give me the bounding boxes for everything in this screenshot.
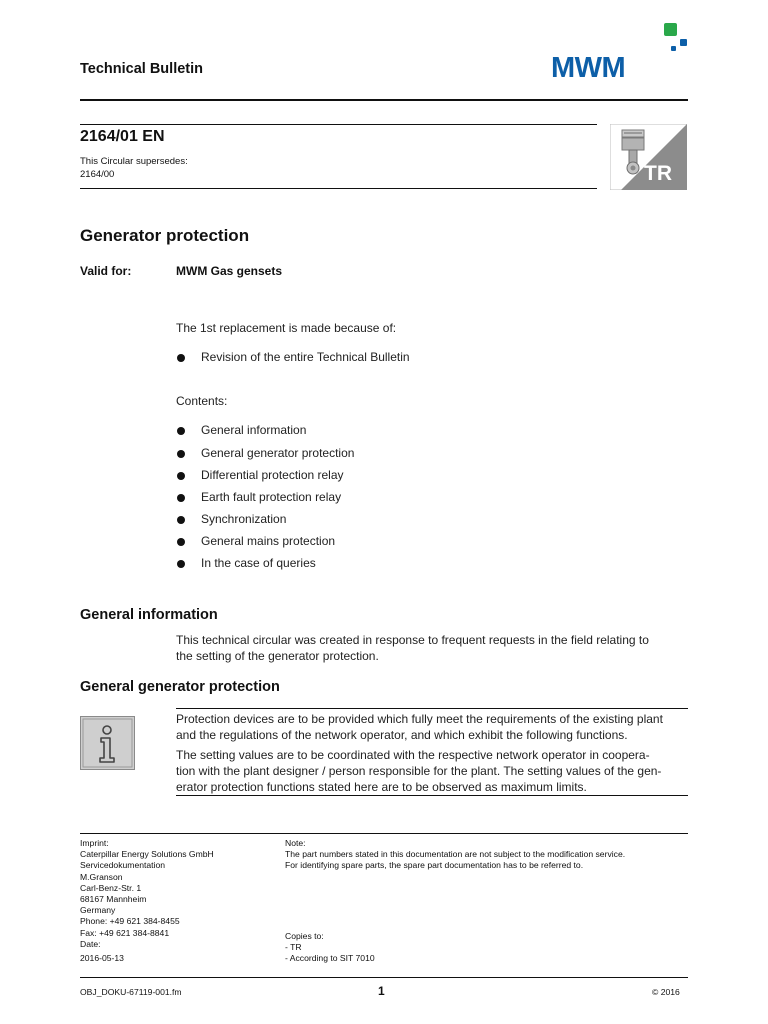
logo-blue-square [680,39,687,46]
id-rule-top [80,124,597,125]
valid-for-label: Valid for: [80,264,132,278]
mwm-logo [550,22,690,82]
imprint-line: Phone: +49 621 384-8455 [80,916,180,927]
copies-block [285,931,585,965]
note-line: The part numbers stated in this documentation are not subject to the modification service. [285,849,626,860]
logo-green-square [664,23,677,36]
note-box-rule-top [176,708,688,709]
replacement-intro: The 1st replacement is made because of: [176,321,397,335]
page-title: Generator protection [80,226,250,245]
date-label: Date: [80,938,101,949]
footer-rule-top [80,833,688,834]
bullet-dot [177,494,185,502]
imprint-line: 68167 Mannheim [80,894,147,905]
document-type: Technical Bulletin [80,61,204,77]
text-line: and the regulations of the network operator, and which exhibit the following functions. [176,728,628,742]
bullet-dot [177,538,185,546]
info-icon [80,716,135,770]
bullet-dot [177,427,185,435]
id-rule-bottom [80,188,597,189]
section-heading-general-information: General information [80,607,218,623]
copies-line: - According to SIT 7010 [285,953,375,964]
note-box-rule-bottom [176,795,688,796]
bullet-dot [177,560,185,568]
supersedes-value: 2164/00 [80,169,115,180]
bullet-dot [177,516,185,524]
protection-paragraph-1 [176,711,691,743]
text-line: the setting of the generator protection. [176,649,379,663]
file-name: OBJ_DOKU-67119-001.fm [80,987,182,997]
logo-wordmark: MWM [551,52,626,84]
contents-item: Earth fault protection relay [201,490,342,504]
logo-blue-square-small [671,46,676,51]
contents-item: In the case of queries [201,556,316,570]
tr-badge [610,124,687,190]
text-line: tion with the plant designer / person responsible for the plant. The setting values of the gen- [176,764,662,778]
copies-line: - TR [285,942,302,953]
imprint-label: Imprint: [80,838,109,848]
valid-for-value: MWM Gas gensets [176,264,283,278]
text-line: This technical circular was created in response to frequent requests in the field relating to [176,633,649,647]
imprint-line: Carl-Benz-Str. 1 [80,882,142,893]
imprint-line: Servicedokumentation [80,860,166,871]
date-value: 2016-05-13 [80,953,124,963]
bullet-dot [177,450,185,458]
imprint-line: Fax: +49 621 384-8841 [80,927,170,938]
copyright: © 2016 [652,987,680,997]
contents-label: Contents: [176,394,228,408]
imprint-line: Caterpillar Energy Solutions GmbH [80,849,214,860]
note-block [285,838,695,872]
supersedes-label: This Circular supersedes: [80,156,188,167]
bullet-dot [177,354,185,362]
page-number: 1 [378,984,385,998]
contents-item: General information [201,423,307,437]
header-rule [80,99,688,101]
note-label: Note: [285,838,306,848]
footer-rule-bottom [80,977,688,978]
imprint-line: M.Granson [80,871,123,882]
note-line: For identifying spare parts, the spare part documentation has to be referred to. [285,860,584,871]
imprint-line: Germany [80,905,116,916]
imprint-block [80,838,270,950]
text-line: The setting values are to be coordinated with the respective network operator in coopera- [176,748,650,762]
text-line: erator protection functions stated here are to be observed as maximum limits. [176,780,587,794]
tr-badge-label: TR [644,162,672,185]
bulletin-id: 2164/01 EN [80,128,165,145]
contents-item: Synchronization [201,512,287,526]
section-heading-general-generator-protection: General generator protection [80,679,280,695]
replacement-item: Revision of the entire Technical Bulletin [201,350,410,364]
contents-item: Differential protection relay [201,468,344,482]
protection-paragraph-2 [176,747,691,795]
copies-label: Copies to: [285,931,324,941]
general-information-text [176,632,691,664]
contents-item: General generator protection [201,446,355,460]
bullet-dot [177,472,185,480]
contents-item: General mains protection [201,534,336,548]
text-line: Protection devices are to be provided which fully meet the requirements of the existing plant [176,712,663,726]
